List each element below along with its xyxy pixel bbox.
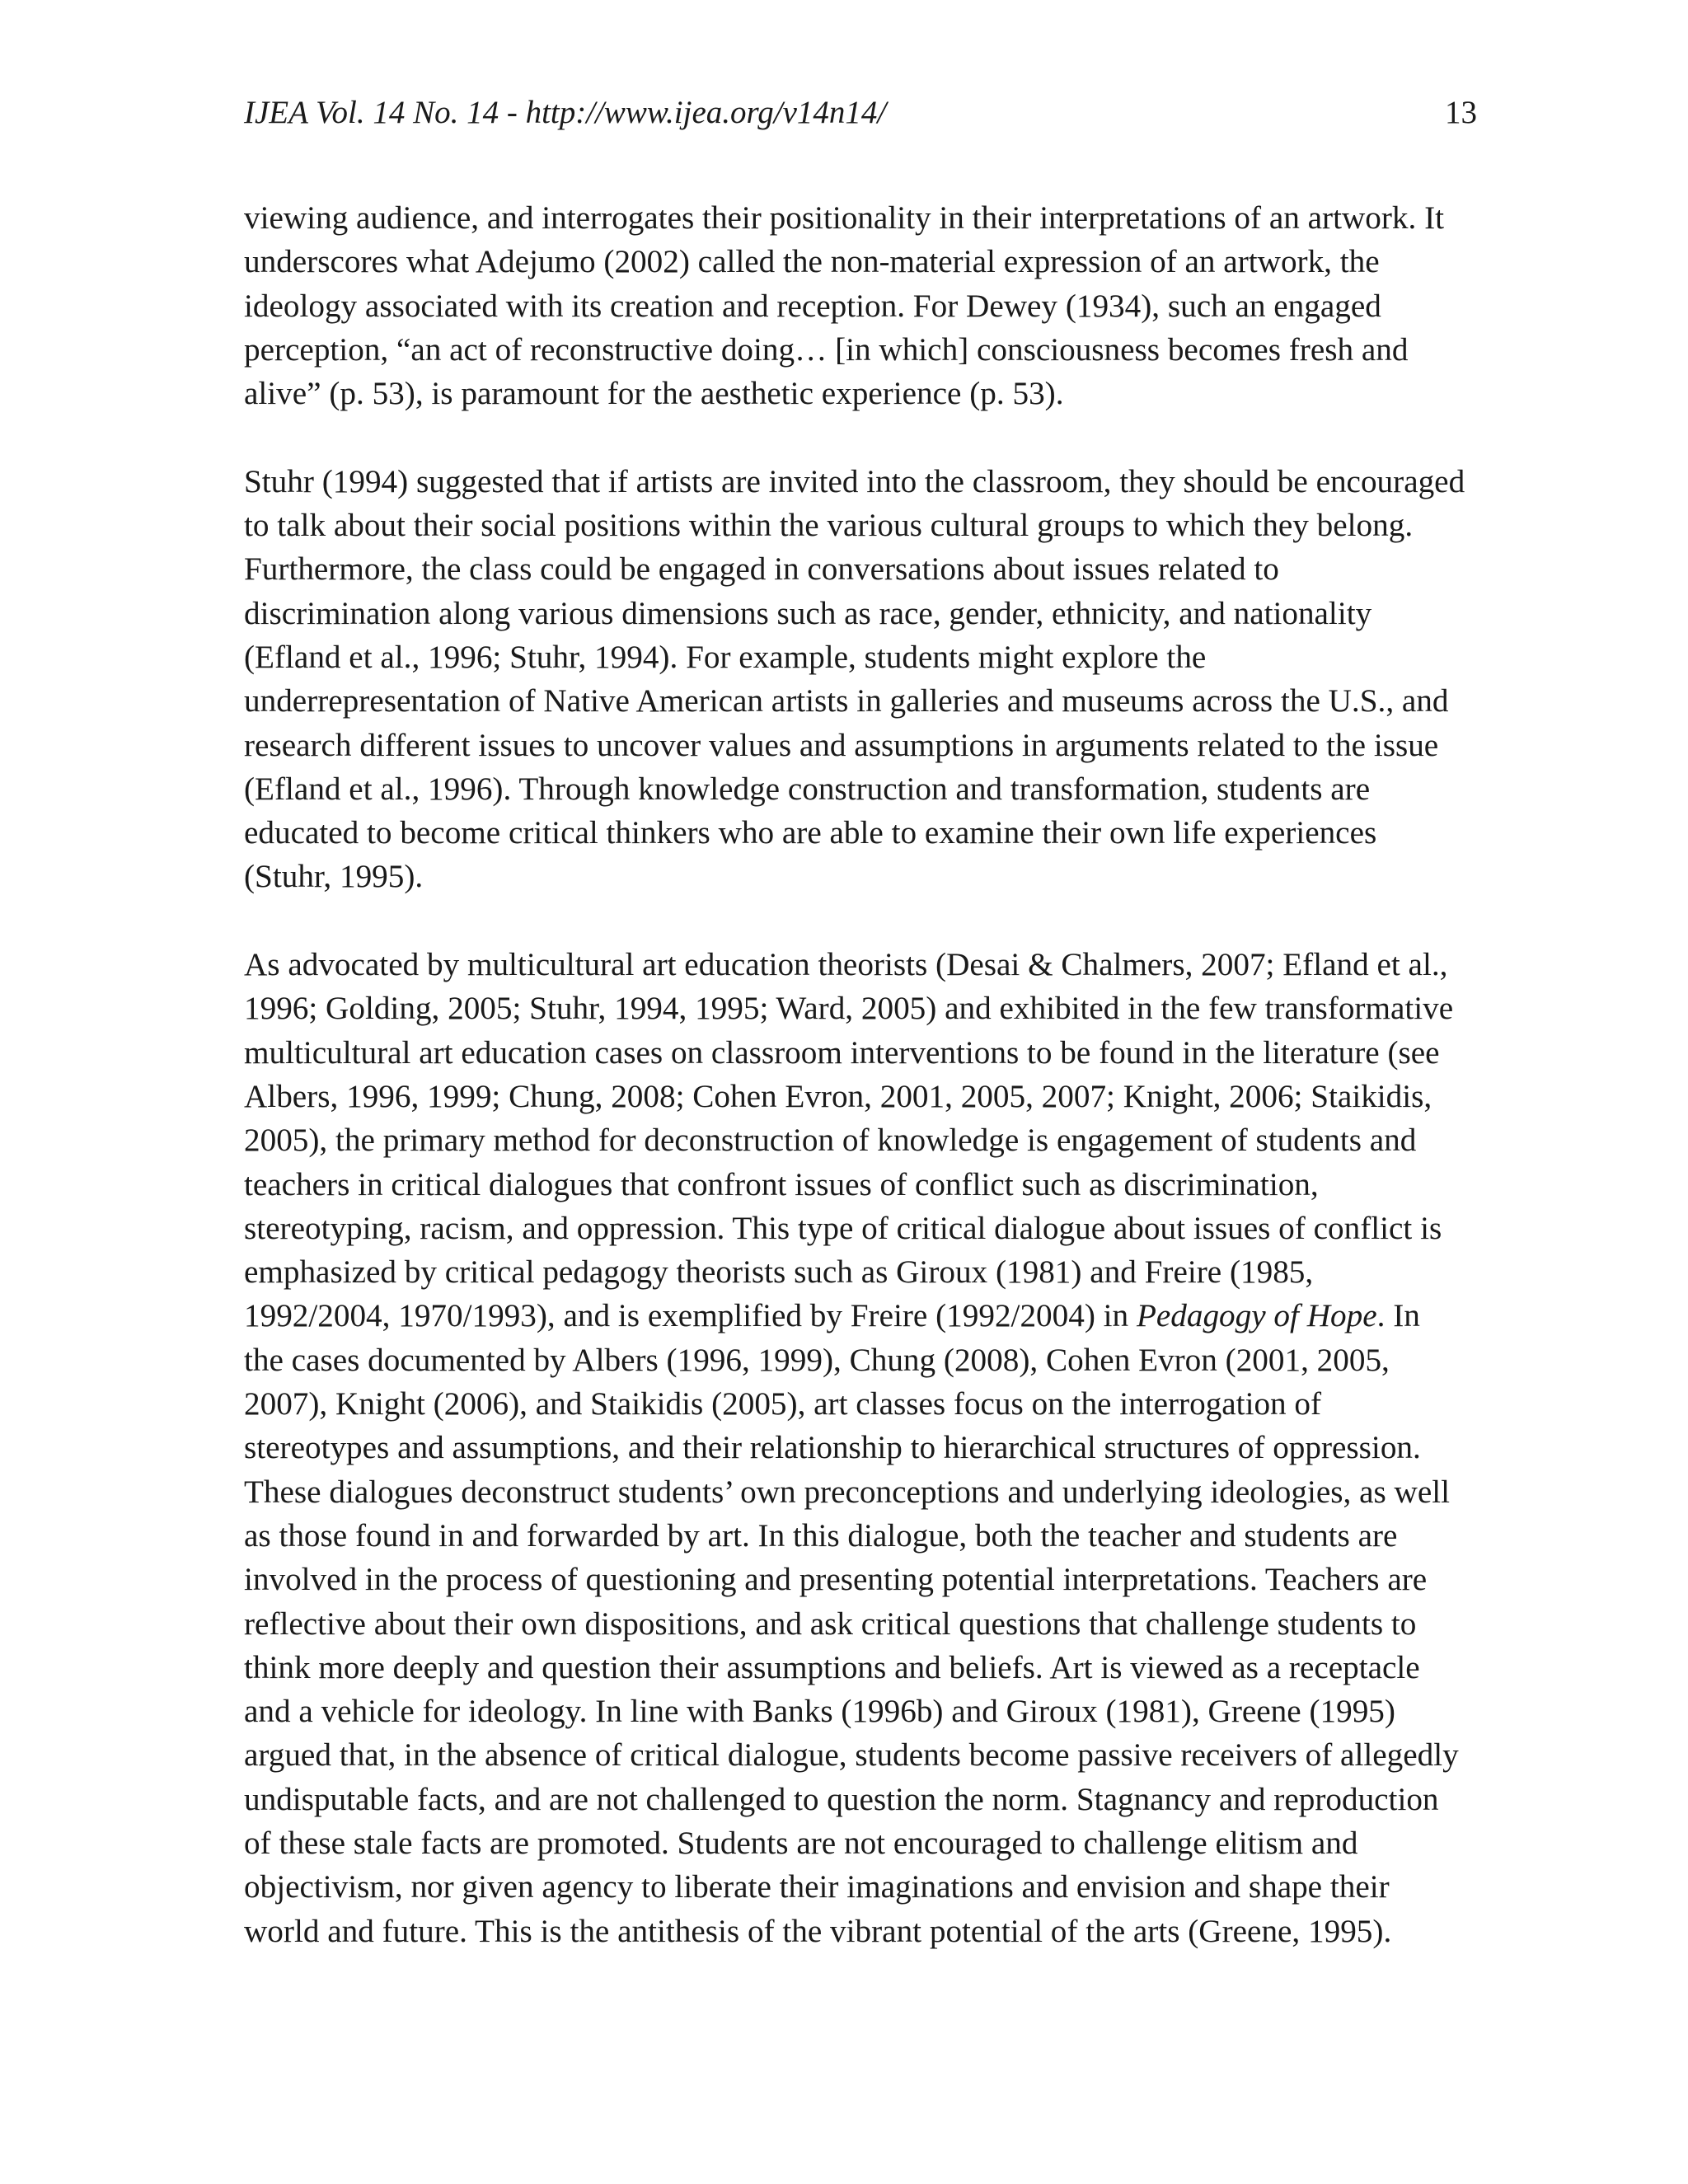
text-line: Albers, 1996, 1999; Chung, 2008; Cohen Evron, 2001, 2005, 2007; Knight, 2006; Staikidis, (244, 1078, 1432, 1114)
text-line: educated to become critical thinkers who are able to examine their own life experiences (244, 815, 1377, 851)
text-line: to talk about their social positions within the various cultural groups to which they belong. (244, 508, 1414, 544)
text-line: Stuhr (1994) suggested that if artists are invited into the classroom, they should be encouraged (244, 463, 1465, 499)
page-number: 13 (1445, 95, 1477, 130)
text-line: as those found in and forwarded by art. In this dialogue, both the teacher and students are (244, 1517, 1398, 1554)
text-line: alive” (p. 53), is paramount for the aesthetic experience (p. 53). (244, 376, 1064, 412)
text-fragment: . In (1376, 1298, 1420, 1334)
text-line: Furthermore, the class could be engaged in conversations about issues related to (244, 551, 1279, 588)
paragraph-1 (244, 196, 1497, 415)
text-line: underscores what Adejumo (2002) called the non-material expression of an artwork, the (244, 244, 1380, 280)
text-line: stereotypes and assumptions, and their relationship to hierarchical structures of oppression. (244, 1430, 1421, 1466)
text-line: undisputable facts, and are not challenged to question the norm. Stagnancy and reproduction (244, 1781, 1439, 1817)
text-line: world and future. This is the antithesis of the vibrant potential of the arts (Greene, 1995). (244, 1913, 1392, 1949)
body-text (244, 196, 1497, 1997)
paragraph-3 (244, 943, 1497, 1953)
text-line: (Efland et al., 1996; Stuhr, 1994). For example, students might explore the (244, 639, 1207, 675)
text-line: multicultural art education cases on classroom interventions to be found in the literature (see (244, 1034, 1440, 1071)
text-line: the cases documented by Albers (1996, 1999), Chung (2008), Cohen Evron (2001, 2005, (244, 1342, 1390, 1378)
text-line: of these stale facts are promoted. Students are not encouraged to challenge elitism and (244, 1825, 1358, 1861)
text-line: discrimination along various dimensions such as race, gender, ethnicity, and nationality (244, 595, 1372, 631)
text-line: think more deeply and question their assumptions and beliefs. Art is viewed as a receptacle (244, 1649, 1420, 1685)
text-line: objectivism, nor given agency to liberate their imaginations and envision and shape their (244, 1869, 1390, 1905)
text-line-with-italic (244, 1294, 1497, 1338)
text-line: 1996; Golding, 2005; Stuhr, 1994, 1995; Ward, 2005) and exhibited in the few transformative (244, 991, 1454, 1027)
journal-citation: IJEA Vol. 14 No. 14 - http://www.ijea.org/v14n14/ (244, 95, 887, 130)
text-line: As advocated by multicultural art education theorists (Desai & Chalmers, 2007; Efland et al., (244, 947, 1448, 983)
book-title-italic: Pedagogy of Hope (1136, 1298, 1377, 1334)
text-line: teachers in critical dialogues that confront issues of conflict such as discrimination, (244, 1166, 1319, 1202)
text-line: argued that, in the absence of critical dialogue, students become passive receivers of allegedly (244, 1737, 1459, 1774)
text-line: emphasized by critical pedagogy theorists such as Giroux (1981) and Freire (1985, (244, 1254, 1314, 1291)
text-line: ideology associated with its creation and reception. For Dewey (1934), such an engaged (244, 288, 1381, 324)
text-line: reflective about their own dispositions, and ask critical questions that challenge students to (244, 1605, 1417, 1642)
text-line: These dialogues deconstruct students’ own preconceptions and underlying ideologies, as well (244, 1474, 1450, 1510)
text-line: viewing audience, and interrogates their positionality in their interpretations of an artwork. It (244, 200, 1445, 236)
text-line: 2005), the primary method for deconstruction of knowledge is engagement of students and (244, 1122, 1417, 1159)
text-line: research different issues to uncover values and assumptions in arguments related to the issue (244, 727, 1439, 763)
running-header (244, 92, 1477, 134)
text-line: involved in the process of questioning and presenting potential interpretations. Teachers are (244, 1562, 1428, 1598)
text-line: and a vehicle for ideology. In line with Banks (1996b) and Giroux (1981), Greene (1995) (244, 1694, 1395, 1730)
text-line: underrepresentation of Native American artists in galleries and museums across the U.S., and (244, 683, 1449, 719)
text-fragment: 1992/2004, 1970/1993), and is exemplified by Freire (1992/2004) in (244, 1298, 1137, 1334)
text-line: perception, “an act of reconstructive doing… [in which] consciousness becomes fresh and (244, 331, 1409, 368)
text-line: 2007), Knight (2006), and Staikidis (2005), art classes focus on the interrogation of (244, 1386, 1322, 1422)
text-line: (Efland et al., 1996). Through knowledge construction and transformation, students are (244, 771, 1371, 807)
paragraph-2 (244, 460, 1497, 899)
text-line: (Stuhr, 1995). (244, 859, 424, 895)
text-line: stereotyping, racism, and oppression. This type of critical dialogue about issues of conflict is (244, 1210, 1442, 1246)
